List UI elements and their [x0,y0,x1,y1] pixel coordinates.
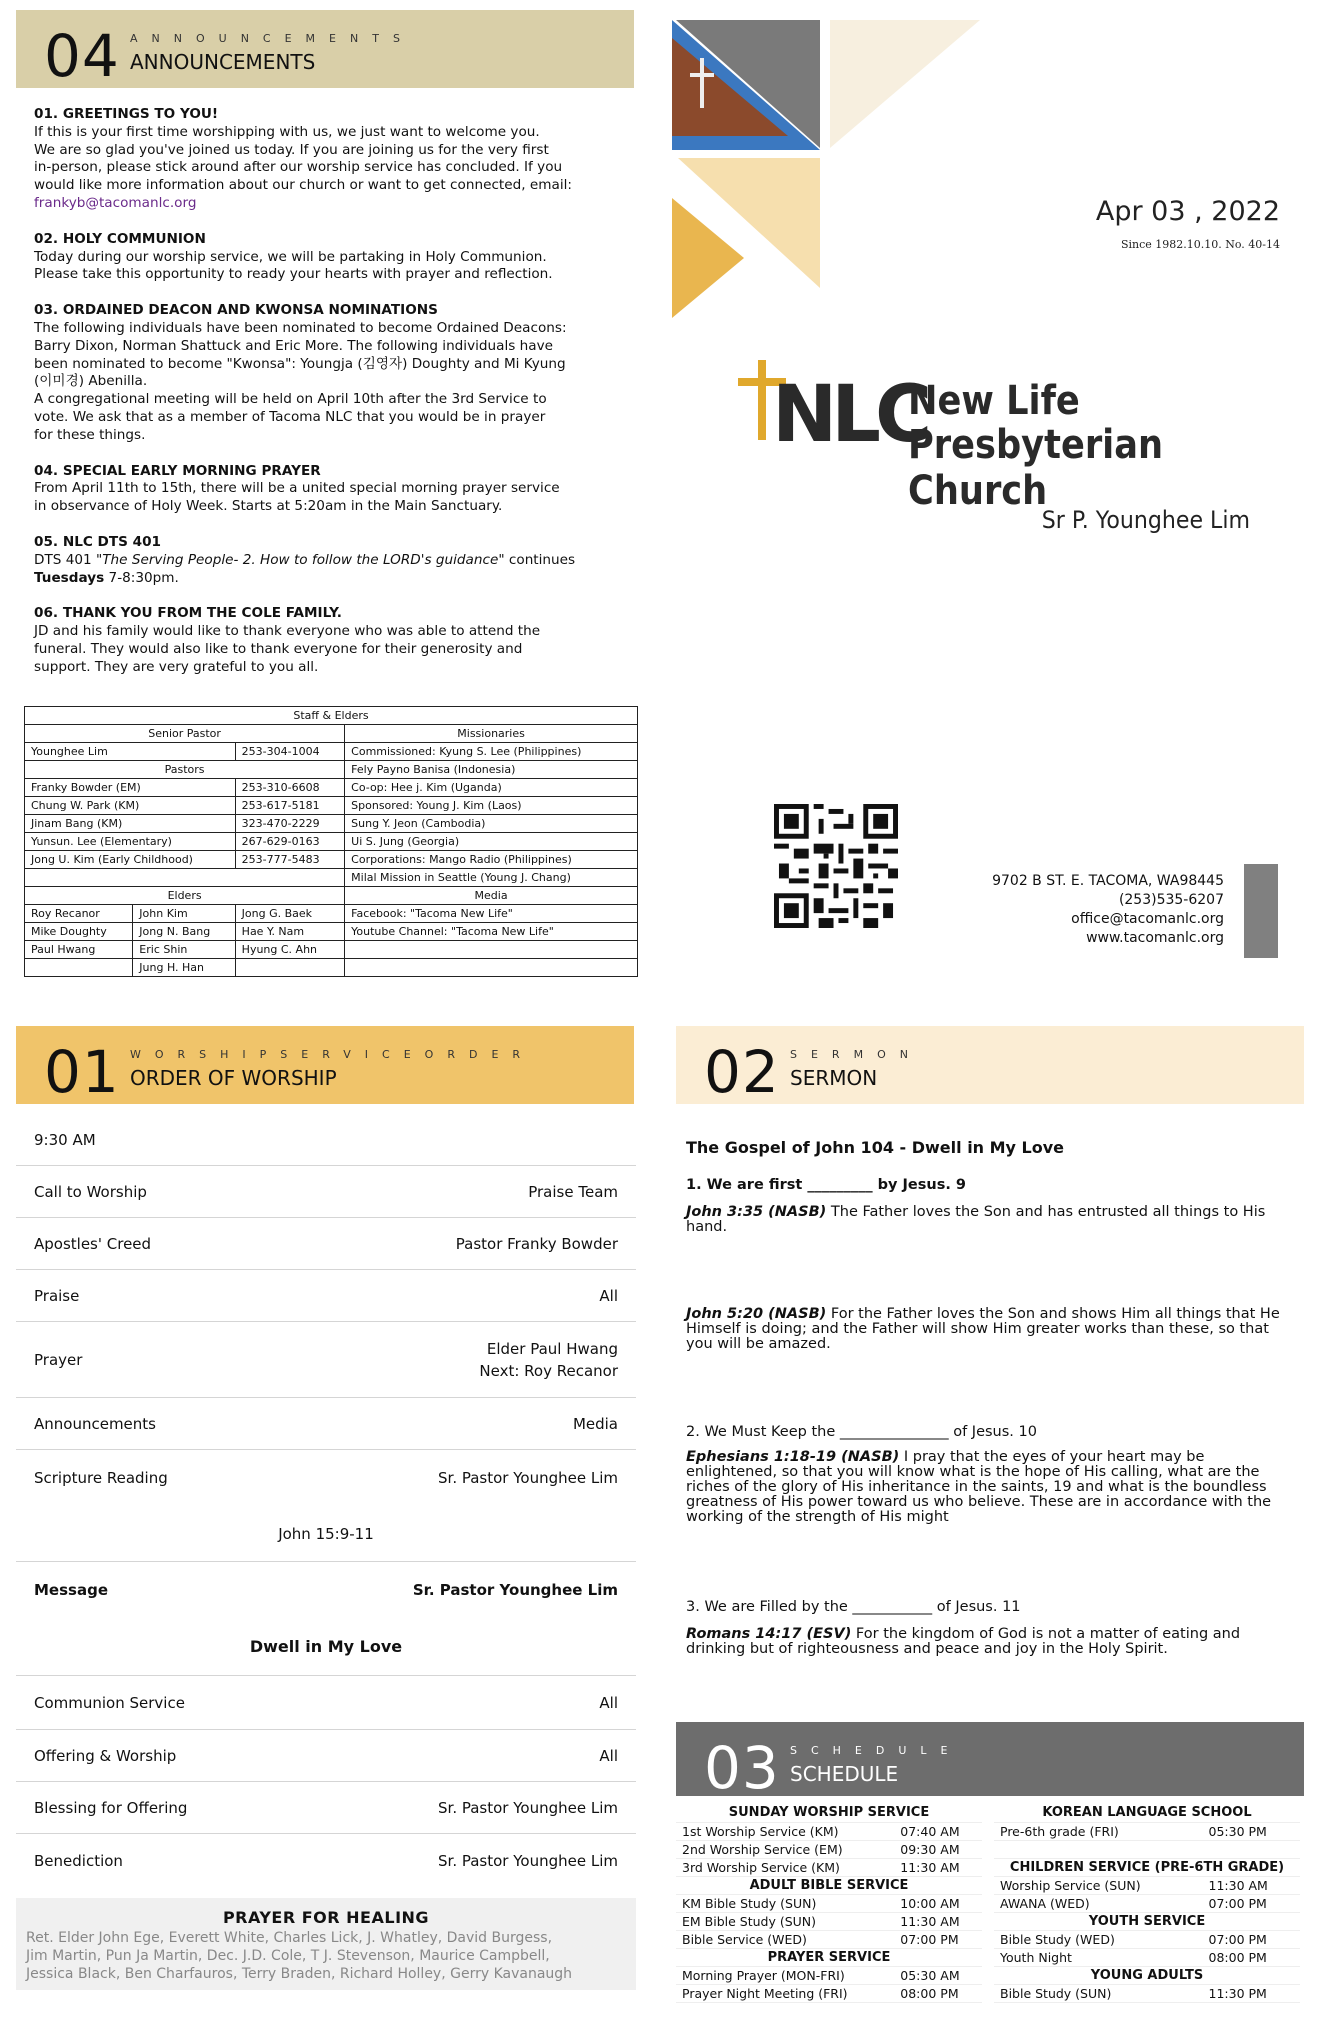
qr-code-icon[interactable] [774,804,898,928]
section-title: SERMON [790,1066,878,1090]
section-spaced-title: WORSHIPSERVICEORDER [130,1048,535,1061]
bulletin-date: Apr 03 , 2022 [1095,196,1280,227]
worship-row: Apostles' Creed Pastor Franky Bowder [16,1218,636,1270]
section-number: 02 [704,1038,780,1106]
section-title: ANNOUNCEMENTS [130,50,316,74]
prayer-title: PRAYER FOR HEALING [222,1908,430,1927]
schedule-right-column: KOREAN LANGUAGE SCHOOL Pre-6th grade (FRI) 05:30 PM CHILDREN SERVICE (PRE-6TH GRADE) Worship Service (SUN) 11:30 AM AWANA (WED) 07:00 PM YOUTH SERVICE Bible Study (WED) 07:00 PM Youth Night 08:00 PM YOUNG ADULTS Bible Study (SUN) 11:30 PM [994,1804,1300,2003]
worship-header [16,1026,634,1104]
section-number: 01 [44,1038,120,1106]
worship-time-row: 9:30 AM [16,1114,636,1166]
message-title-row: Dwell in My Love [16,1618,636,1676]
cover-geometric-art [670,18,990,318]
announcement-item: 04. SPECIAL EARLY MORNING PRAYER From April 11th to 15th, there will be a united special morning prayer service in observance of Holy Week. Starts at 5:20am in the Main Sanctuary. [34,462,560,515]
worship-row: Praise All [16,1270,636,1322]
cream-triangle-shape [830,20,980,148]
worship-order-list [16,1114,636,1888]
section-title: ORDER OF WORSHIP [130,1066,337,1090]
scripture-row: John 15:9-11 [16,1506,636,1562]
church-logo [738,356,1258,514]
worship-row: Announcements Media [16,1398,636,1450]
sermon-point: 1. We are first _________ by Jesus. 9 [686,1177,966,1193]
cross-icon [700,58,704,108]
contact-email-link[interactable]: frankyb@tacomanlc.org [34,194,197,211]
worship-row: Benediction Sr. Pastor Younghee Lim [34,1852,618,1870]
scripture-verse: Romans 14:17 (ESV) For the kingdom of God is not a matter of eating and drinking but of righteousness and peace and joy in the Holy Spirit. [686,1626,1241,1657]
announcement-item: 03. ORDAINED DEACON AND KWONSA NOMINATIONS The following individuals have been nominated to become Ordained Deacons: Barry Dixon, Norman Shattuck and Eric More. The following individuals have been nominated to become "Kwonsa": Youngja (김영자) Doughty and Mi Kyung (이미경) Abenilla. A congregational meeting will be held on April 10th after the 3rd Service to vote. We ask that as a member of Tacoma NLC that you would be in prayer for these things. [34,302,567,443]
church-name-line1: New Life [908,378,1080,424]
scripture-verse: Ephesians 1:18-19 (NASB) I pray that the eyes of your heart may be enlightened, so that you will know what is the hope of His calling, what are the riches of the glory of His inheritance in the saints, 19 and what is the boundless greatness of His power toward us who believe. These are in accordance with the working of the strength of His might [686,1449,1272,1525]
sermon-notes [686,1130,1286,1657]
since-number: Since 1982.10.10. No. 40-14 [1120,238,1280,251]
staff-table-title: Staff & Elders [25,707,638,725]
staff-elders-table: Staff & Elders Senior Pastor Missionaries Younghee Lim 253-304-1004 Commissioned: Kyung S. Lee (Philippines) Pastors Fely Payno Banisa (Indonesia) Franky Bowder (EM) 253-310-6608 Co-op: Hee j. Kim (Uganda) Chung W. Park (KM) 253-617-5181 Sponsored: Young J. Kim (Laos) Jinam Bang (KM) 323-470-2229 Sung Y. Jeon (Cambodia) Yunsun. Lee (Elementary) 267-629-0163 Ui S. Jung (Georgia) Jong U. Kim (Early Childhood) 253-777-5483 Corporations: Mango Radio (Philippines) Milal Mission in Seattle (Young J. Chang) Elders Media Roy Recanor John Kim Jong G. Baek Facebook: "Tacoma New Life" Mike Doughty Jong N. Bang Hae Y. Nam Youtube Channel: "Tacoma New Life" Paul Hwang Eric Shin Hyung C. Ahn Jung H. Han [24,706,638,977]
church-name-line2: Presbyterian Church [908,422,1164,514]
worship-row: Communion Service All [16,1676,636,1730]
sermon-point: 2. We Must Keep the _______________ of Jesus. 10 [686,1424,1037,1440]
logo-cross-icon [758,360,766,440]
section-number: 03 [704,1734,780,1802]
worship-row: Scripture Reading Sr. Pastor Younghee Lim [34,1469,618,1487]
scripture-verse: John 3:35 (NASB) The Father loves the Son and has entrusted all things to His hand. [686,1204,1266,1235]
sermon-heading: The Gospel of John 104 - Dwell in My Love [686,1138,1065,1157]
worship-row: Offering & Worship All [16,1730,636,1782]
announcement-item: 05. NLC DTS 401 DTS 401 "The Serving People- 2. How to follow the LORD's guidance" continues Tuesdays 7-8:30pm. [34,533,576,586]
sermon-header [676,1026,1304,1104]
section-number: 04 [44,22,120,90]
scripture-verse: John 5:20 (NASB) For the Father loves the Son and shows Him all things that He Himself is doing; and the Father will show Him greater works than these, so that you will be amazed. [686,1306,1280,1352]
schedule-left-column: SUNDAY WORSHIP SERVICE 1st Worship Service (KM) 07:40 AM 2nd Worship Service (EM) 09:30 AM 3rd Worship Service (KM) 11:30 AM ADULT BIBLE SERVICE KM Bible Study (SUN) 10:00 AM EM Bible Study (SUN) 11:30 AM Bible Service (WED) 07:00 PM PRAYER SERVICE Morning Prayer (MON-FRI) 05:30 AM Prayer Night Meeting (FRI) 08:00 PM [676,1804,982,2003]
sermon-point: 3. We are Filled by the ___________ of Jesus. 11 [686,1599,1021,1615]
senior-pastor-name: Sr P. Younghee Lim [1041,506,1250,534]
section-spaced-title: ANNOUNCEMENTS [130,32,414,45]
church-phone: (253)535-6207 [1118,892,1224,908]
section-title: SCHEDULE [790,1762,899,1786]
worship-row: Call to Worship Praise Team [16,1166,636,1218]
section-spaced-title: SERMON [790,1048,922,1061]
announcement-item: 01. GREETINGS TO YOU! If this is your first time worshipping with us, we just want to welcome you. We are so glad you've joined us today. If you are joining us for the very first in-person, please stick around after our worship service has concluded. If you would like more information about our church or want to get connected, email: frankyb@tacomanlc.org [34,106,626,213]
gold-triangle-shape [672,198,744,318]
church-website[interactable]: www.tacomanlc.org [1086,930,1224,946]
church-email[interactable]: office@tacomanlc.org [1071,911,1224,927]
announcement-item: 06. THANK YOU FROM THE COLE FAMILY. JD and his family would like to thank everyone who was able to attend the funeral. They would also like to thank everyone for their generosity and support. They are very grateful to you all. [34,605,541,675]
announcements-list [34,106,626,695]
section-spaced-title: SCHEDULE [790,1744,962,1757]
announcement-item: 02. HOLY COMMUNION Today during our worship service, we will be partaking in Holy Communion. Please take this opportunity to ready your hearts with prayer and reflection. [34,230,553,283]
prayer-for-healing-box: PRAYER FOR HEALING Ret. Elder John Ege, Everett White, Charles Lick, J. Whatley, David Burgess, Jim Martin, Pun Ja Martin, Dec. J.D. Cole, T J. Stevenson, Maurice Campbell, Jessica Black, Ben Charfauros, Terry Braden, Richard Holley, Gerry Kavanaugh [16,1898,636,1990]
message-row: Message Sr. Pastor Younghee Lim [34,1581,618,1599]
gray-accent-bar [1244,864,1278,958]
contact-block [920,872,1224,948]
church-address: 9702 B ST. E. TACOMA, WA98445 [992,873,1224,889]
announcements-header [16,10,634,88]
schedule-header [676,1722,1304,1802]
logo-letters: NLC [772,370,927,460]
worship-row: Prayer Elder Paul Hwang Next: Roy Recanor [16,1322,636,1398]
worship-row: Blessing for Offering Sr. Pastor Younghee Lim [16,1782,636,1834]
